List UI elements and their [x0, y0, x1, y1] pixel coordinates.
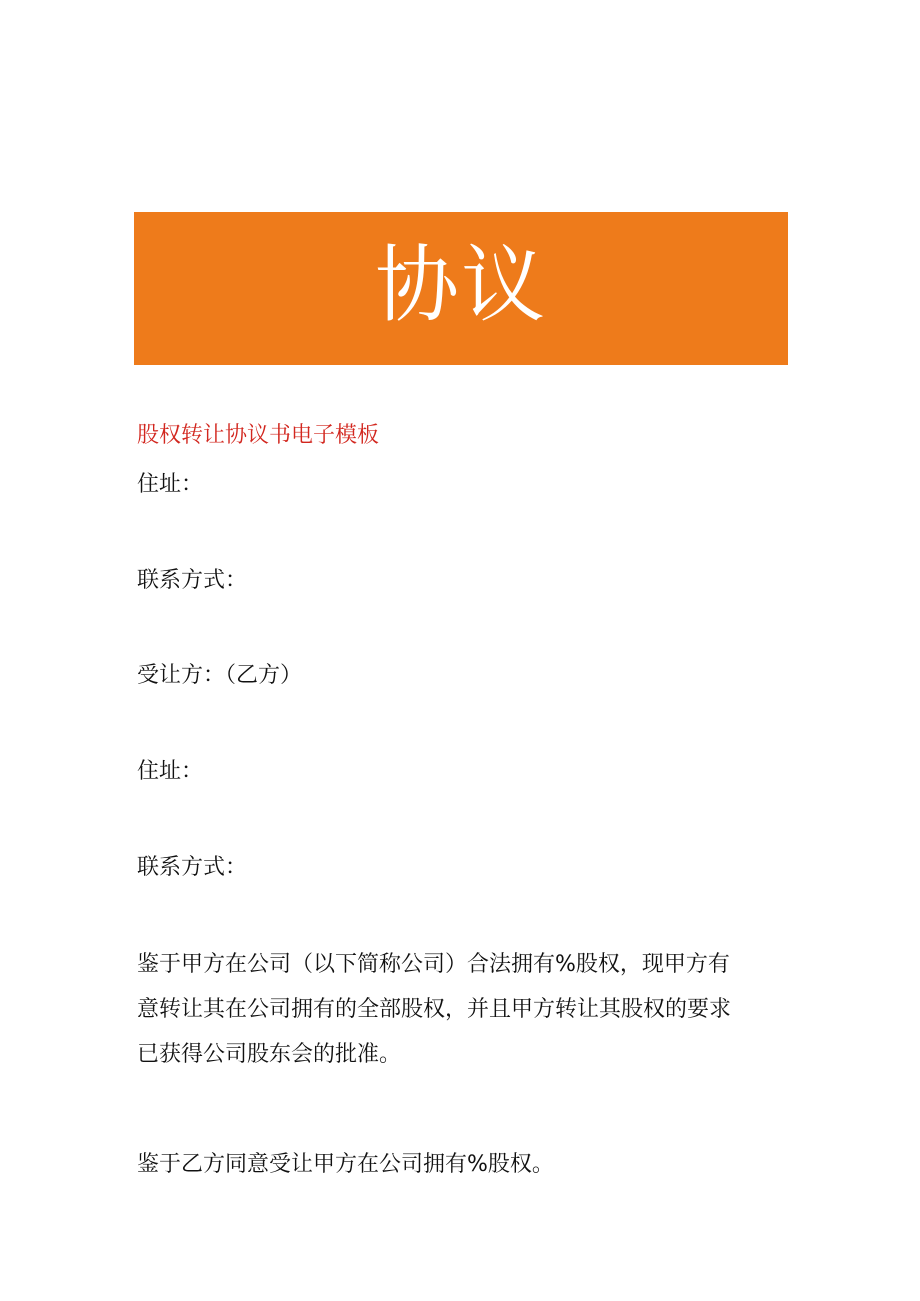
- document-title: 协议: [374, 235, 547, 334]
- transferor-address-label: 住址：: [137, 472, 204, 497]
- recital-1-line-1: 鉴于甲方在公司（以下简称公司）合法拥有%股权，现甲方有: [137, 952, 730, 977]
- transferee-address-label: 住址：: [137, 759, 204, 784]
- title-banner: [134, 212, 788, 365]
- recital-2-line-1: 鉴于乙方同意受让甲方在公司拥有%股权。: [137, 1152, 554, 1177]
- recital-paragraph-2: [137, 1142, 797, 1187]
- transferee-contact-label: 联系方式：: [137, 855, 248, 880]
- recital-1-line-2: 意转让其在公司拥有的全部股权，并且甲方转让其股权的要求: [137, 997, 732, 1022]
- transferee-label: 受让方：（乙方）: [137, 663, 303, 688]
- recital-paragraph-1: [137, 942, 797, 1077]
- recital-1-line-3: 已获得公司股东会的批准。: [137, 1042, 402, 1067]
- transferor-contact-label: 联系方式：: [137, 568, 248, 593]
- document-subtitle: 股权转让协议书电子模板: [137, 423, 380, 448]
